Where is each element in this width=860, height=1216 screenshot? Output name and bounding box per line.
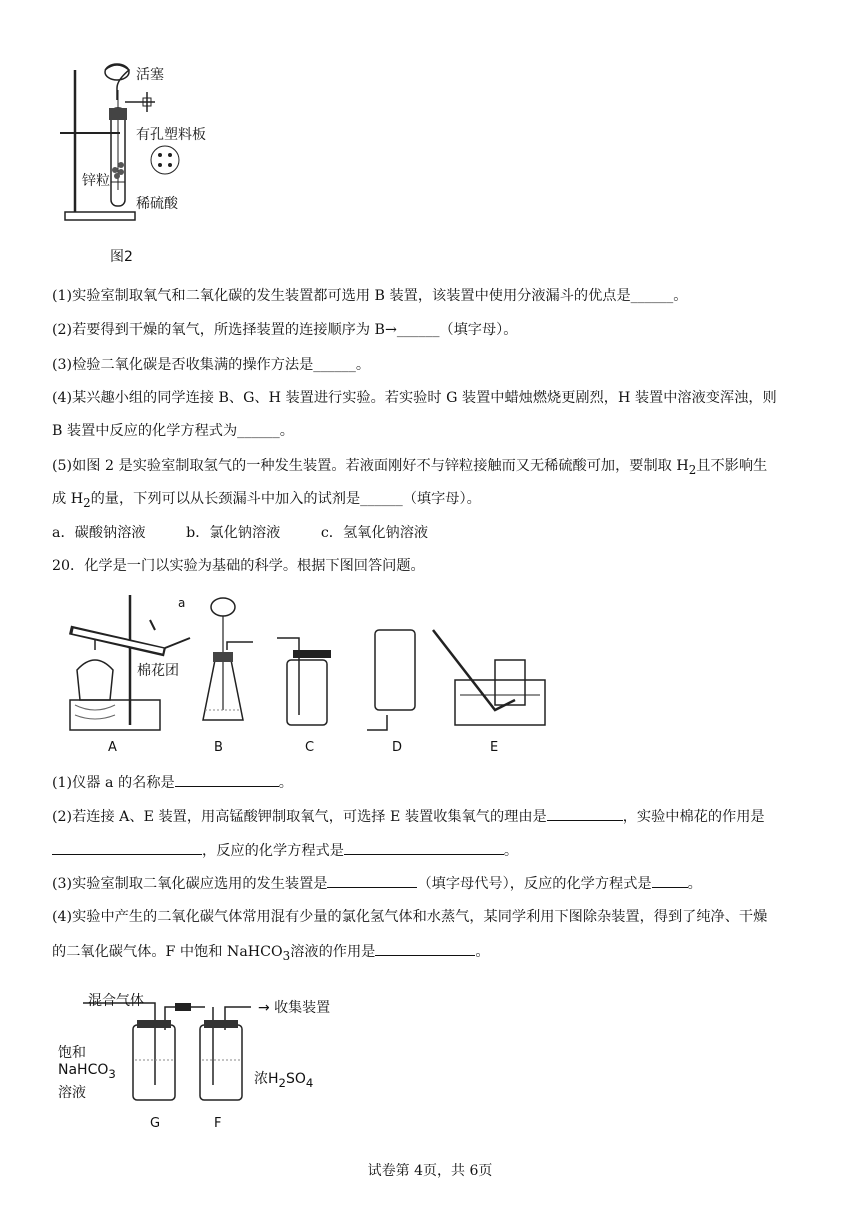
label-D: D bbox=[392, 740, 403, 755]
text: （填字母代号），反应的化学方程式是 bbox=[417, 876, 652, 892]
answer-blank[interactable] bbox=[52, 840, 202, 855]
q19-part4-line2: B 装置中反应的化学方程式为______。 bbox=[52, 423, 294, 439]
answer-blank[interactable] bbox=[327, 873, 417, 888]
text: ，实验中棉花的作用是 bbox=[622, 809, 765, 825]
q20-part4-line2 bbox=[52, 941, 490, 966]
answer-blank[interactable] bbox=[344, 840, 504, 855]
text: 浓H bbox=[254, 1071, 279, 1087]
apparatus-drawing bbox=[55, 590, 575, 740]
q19-options bbox=[52, 523, 428, 543]
text: 溶液的作用是 bbox=[290, 944, 376, 960]
text: 的量，下列可以从长颈漏斗中加入的试剂是______（填字母）。 bbox=[90, 491, 481, 507]
text: 。 bbox=[475, 944, 490, 960]
label-mixed-gas: 混合气体 bbox=[88, 993, 144, 1009]
text: (5)如图 2 是实验室制取氢气的一种发生装置。若液面刚好不与锌粒接触而又无稀硫酸可加，要制取 H bbox=[52, 458, 689, 474]
label-h2so4 bbox=[254, 1068, 313, 1090]
label-a: a bbox=[178, 596, 186, 610]
option-b: b．氯化钠溶液 bbox=[186, 525, 281, 541]
label-plate: 有孔塑料板 bbox=[136, 127, 206, 143]
option-c: c．氢氧化钠溶液 bbox=[320, 525, 429, 541]
q20-part1 bbox=[52, 772, 293, 793]
label-solution: 溶液 bbox=[58, 1085, 86, 1101]
q19-part4-line1: (4)某兴趣小组的同学连接 B、G、H 装置进行实验。若实验时 G 装置中蜡烛燃烧更剧烈，H 装置中溶液变浑浊，则 bbox=[52, 390, 777, 406]
q20-part2-line1 bbox=[52, 806, 765, 827]
q20-part3 bbox=[52, 873, 702, 894]
label-F: F bbox=[214, 1116, 222, 1131]
text: NaHCO bbox=[58, 1062, 109, 1078]
label-acid: 稀硫酸 bbox=[136, 196, 178, 212]
subscript: 4 bbox=[305, 1075, 314, 1090]
text: (3)实验室制取二氧化碳应选用的发生装置是 bbox=[52, 876, 328, 892]
label-saturated: 饱和 bbox=[58, 1045, 86, 1061]
answer-blank[interactable] bbox=[547, 806, 623, 821]
text: ，反应的化学方程式是 bbox=[202, 843, 344, 859]
figure-2-caption: 图2 bbox=[110, 249, 133, 265]
label-nahco3 bbox=[58, 1062, 116, 1081]
text: 的二氧化碳气体。F 中饱和 NaHCO bbox=[52, 944, 283, 960]
subscript: 2 bbox=[278, 1075, 286, 1090]
label-A: A bbox=[108, 740, 117, 755]
text: (2)若连接 A、E 装置，用高锰酸钾制取氧气，可选择 E 装置收集氧气的理由是 bbox=[52, 809, 547, 825]
subscript: 2 bbox=[688, 462, 697, 477]
label-zinc: 锌粒 bbox=[82, 173, 110, 189]
q19-part1: (1)实验室制取氧气和二氧化碳的发生装置都可选用 B 装置，该装置中使用分液漏斗的优点是______。 bbox=[52, 288, 688, 304]
option-a: a．碳酸钠溶液 bbox=[52, 525, 146, 541]
q19-part5-line1 bbox=[52, 456, 767, 480]
answer-blank[interactable] bbox=[652, 873, 688, 888]
label-B: B bbox=[214, 740, 223, 755]
q19-part2: (2)若要得到干燥的氧气，所选择装置的连接顺序为 B→______（填字母）。 bbox=[52, 322, 518, 338]
text: SO bbox=[285, 1071, 306, 1087]
page-footer: 试卷第 4页，共 6页 bbox=[367, 1163, 493, 1179]
text: (1)仪器 a 的名称是 bbox=[52, 775, 175, 791]
label-collect: → 收集装置 bbox=[258, 1000, 331, 1016]
q19-part3: (3)检验二氧化碳是否收集满的操作方法是______。 bbox=[52, 357, 371, 373]
label-stopcock: 活塞 bbox=[136, 67, 164, 83]
text: 且不影响生 bbox=[696, 458, 768, 474]
label-G: G bbox=[150, 1116, 161, 1131]
subscript: 3 bbox=[108, 1066, 116, 1081]
text: 。 bbox=[278, 775, 293, 791]
answer-blank[interactable] bbox=[375, 941, 475, 956]
label-C: C bbox=[305, 740, 315, 755]
text: 。 bbox=[687, 876, 702, 892]
q20-part4-line1: (4)实验中产生的二氧化碳气体常用混有少量的氯化氢气体和水蒸气，某同学利用下图除杂装置，得到了纯净、干燥 bbox=[52, 909, 768, 925]
q20-part2-line2 bbox=[52, 840, 518, 861]
label-cotton: 棉花团 bbox=[137, 663, 179, 679]
subscript: 2 bbox=[83, 495, 91, 510]
subscript: 3 bbox=[282, 948, 291, 963]
q19-part5-line2 bbox=[52, 489, 481, 513]
q20-title: 20．化学是一门以实验为基础的科学。根据下图回答问题。 bbox=[52, 558, 425, 574]
text: 成 H bbox=[52, 491, 84, 507]
text: 。 bbox=[503, 843, 519, 859]
answer-blank[interactable] bbox=[175, 772, 279, 787]
label-E: E bbox=[490, 740, 499, 755]
